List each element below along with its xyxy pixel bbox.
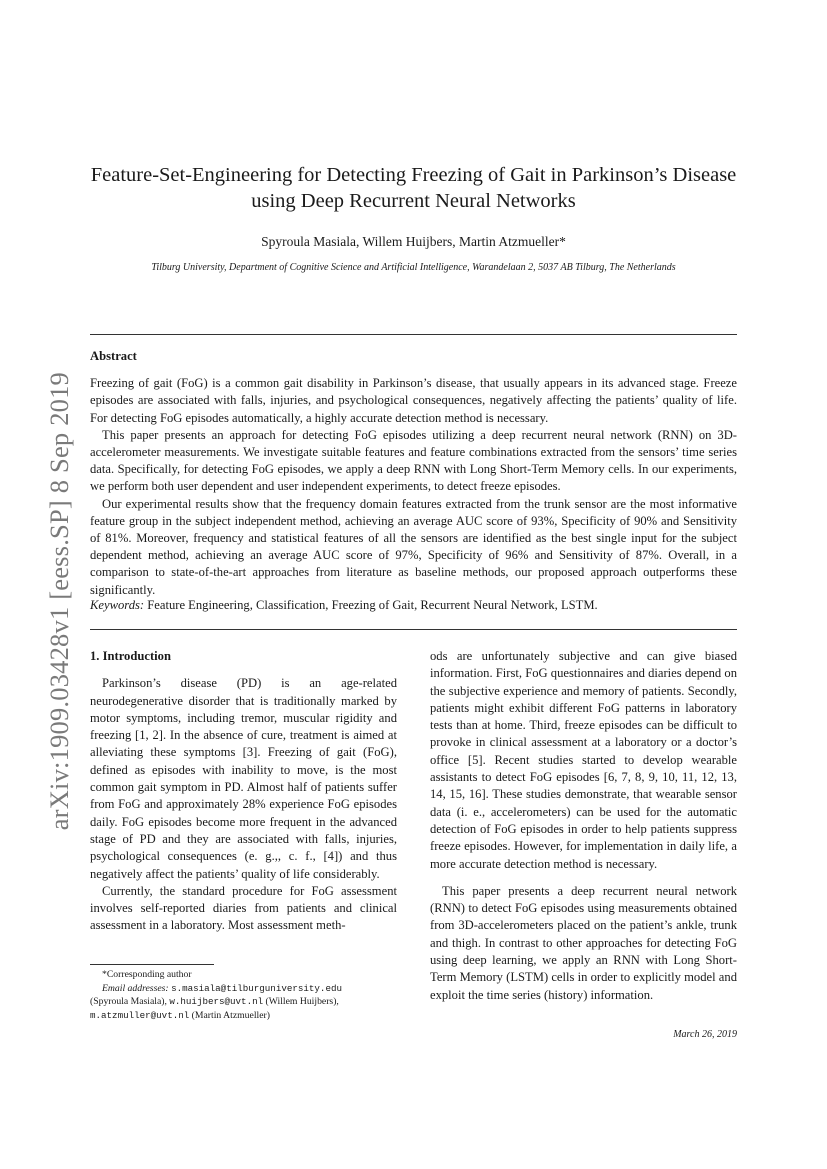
preprint-date: March 26, 2019 xyxy=(673,1029,737,1040)
email-link-huijbers[interactable]: w.huijbers@uvt.nl xyxy=(169,996,264,1008)
body-paragraph: Parkinson’s disease (PD) is an age-related neurodegenerative disorder that is traditionally marked by motor symptoms, including tremor, muscular rigidity and freezing [1, 2]. In the absence of cure, treatment is aimed at alleviating these symptoms [3]. Freezing of gait (FoG), defined as episodes with inability to move, is the most common gait symptom in PD. Almost half of patients suffer from FoG and approximately 28% experience FoG episodes daily. FoG episodes become more frequent in the advanced stage of PD and they are associated with falls, injuries, psychological consequences (e. g.,, c. f., [4]) and thus negatively affect the patients’ quality of life considerably. xyxy=(90,676,397,881)
author-name-huijbers: (Willem Huijbers), xyxy=(265,996,339,1008)
affiliation: Tilburg University, Department of Cognitive Science and Artificial Intelligence, Warandelaan 2, 5037 AB Tilburg, The Netherlands xyxy=(151,262,676,273)
paper-title xyxy=(90,162,737,214)
abstract-paragraph: Our experimental results show that the frequency domain features extracted from the trunk sensor are the most informative feature group in the subject independent method, achieving an average AUC score of 93%, Specificity of 90% and Sensitivity of 81%. Moreover, frequency and statistical features of all the sensors are identified as the best single input for the subject dependent method, achieving an average AUC score of 97%, Specificity of 96% and Sensitivity of 87%. Overall, in a comparison to state-of-the-art approaches from literature as baseline methods, our proposed approach outperforms these significantly. xyxy=(90,496,737,597)
email-line-3 xyxy=(90,1009,400,1023)
body-paragraph: This paper presents a deep recurrent neural network (RNN) to detect FoG episodes using measurements obtained from 3D-accelerometers placed on the patient’s ankle, trunk and thigh. In contrast to other approaches for detecting FoG using deep learning, we apply an RNN with Long Short-Term Memory (LSTM) cells in order to explicitly model and exploit the time series (history) information. xyxy=(430,883,737,1002)
body-paragraph: ods are unfortunately subjective and can give biased information. First, FoG questionnaires and diaries depend on the subjective experience and memory of patients. Secondly, patients might exhibit different FoG patterns in laboratory tests than at home. Third, freeze episodes can be difficult to provoke in clinical assessment at a laboratory or a doctor’s office [5]. Recent studies started to develop wearable assistants to detect FoG episodes [6, 7, 8, 9, 10, 11, 12, 13, 14, 15, 16]. These studies demonstrate, that wearable sensor data (i. e., accelerometers) can be used for the automatic detection of FoG episodes in order to help patients suppress freeze episodes. However, for implementation in daily life, a more accurate detection method is necessary. xyxy=(430,649,737,871)
footnote xyxy=(90,968,400,1022)
title-line-1: Feature-Set-Engineering for Detecting Freezing of Gait in Parkinson’s Disease xyxy=(90,164,737,186)
abstract-section xyxy=(90,348,737,599)
top-divider xyxy=(90,334,737,335)
abstract-heading: Abstract xyxy=(90,349,137,363)
email-link-masiala[interactable]: s.masiala@tilburguniversity.edu xyxy=(171,982,342,994)
abstract-paragraph: Freezing of gait (FoG) is a common gait disability in Parkinson’s disease, that usually appears in its advanced stage. Freeze episodes are associated with falls, injuries, and psychological consequences, negatively affecting the patients’ quality of life. For detecting FoG episodes automatically, a highly accurate detection method is necessary. xyxy=(90,376,737,425)
abstract-paragraph: This paper presents an approach for detecting FoG episodes utilizing a deep recurrent neural network (RNN) on 3D-accelerometer measurements. We investigate suitable features and feature combinations extracted from the sensors’ time series data. Specifically, for detecting FoG episodes, we apply a deep RNN with Long Short-Term Memory cells. In our experiments, we perform both user dependent and user independent experiments, to detect freeze episodes. xyxy=(90,427,737,494)
email-label: Email addresses: xyxy=(102,982,169,994)
email-link-atzmueller[interactable]: m.atzmuller@uvt.nl xyxy=(90,1009,190,1021)
email-line-1 xyxy=(90,982,400,996)
author-list: Spyroula Masiala, Willem Huijbers, Martin Atzmueller* xyxy=(261,234,566,249)
footnote-divider xyxy=(90,964,214,965)
email-line-2 xyxy=(90,995,400,1009)
keywords-line xyxy=(90,598,737,613)
keywords-text: Feature Engineering, Classification, Freezing of Gait, Recurrent Neural Network, LSTM. xyxy=(147,598,598,612)
bottom-divider xyxy=(90,629,737,630)
arxiv-identifier: arXiv:1909.03428v1 [eess.SP] 8 Sep 2019 xyxy=(44,372,74,831)
body-paragraph: Currently, the standard procedure for FoG assessment involves self-reported diaries from patients and clinical assessment in a laboratory. Most assessment meth- xyxy=(90,883,397,933)
left-column xyxy=(90,648,397,935)
corresponding-author-note: *Corresponding author xyxy=(102,969,192,980)
right-column xyxy=(430,648,737,1004)
keywords-label: Keywords: xyxy=(90,598,145,612)
author-name-masiala: (Spyroula Masiala), xyxy=(90,996,167,1008)
section-heading-introduction: 1. Introduction xyxy=(90,649,171,663)
author-name-atzmueller: (Martin Atzmueller) xyxy=(191,1009,270,1021)
title-line-2: using Deep Recurrent Neural Networks xyxy=(251,190,576,212)
